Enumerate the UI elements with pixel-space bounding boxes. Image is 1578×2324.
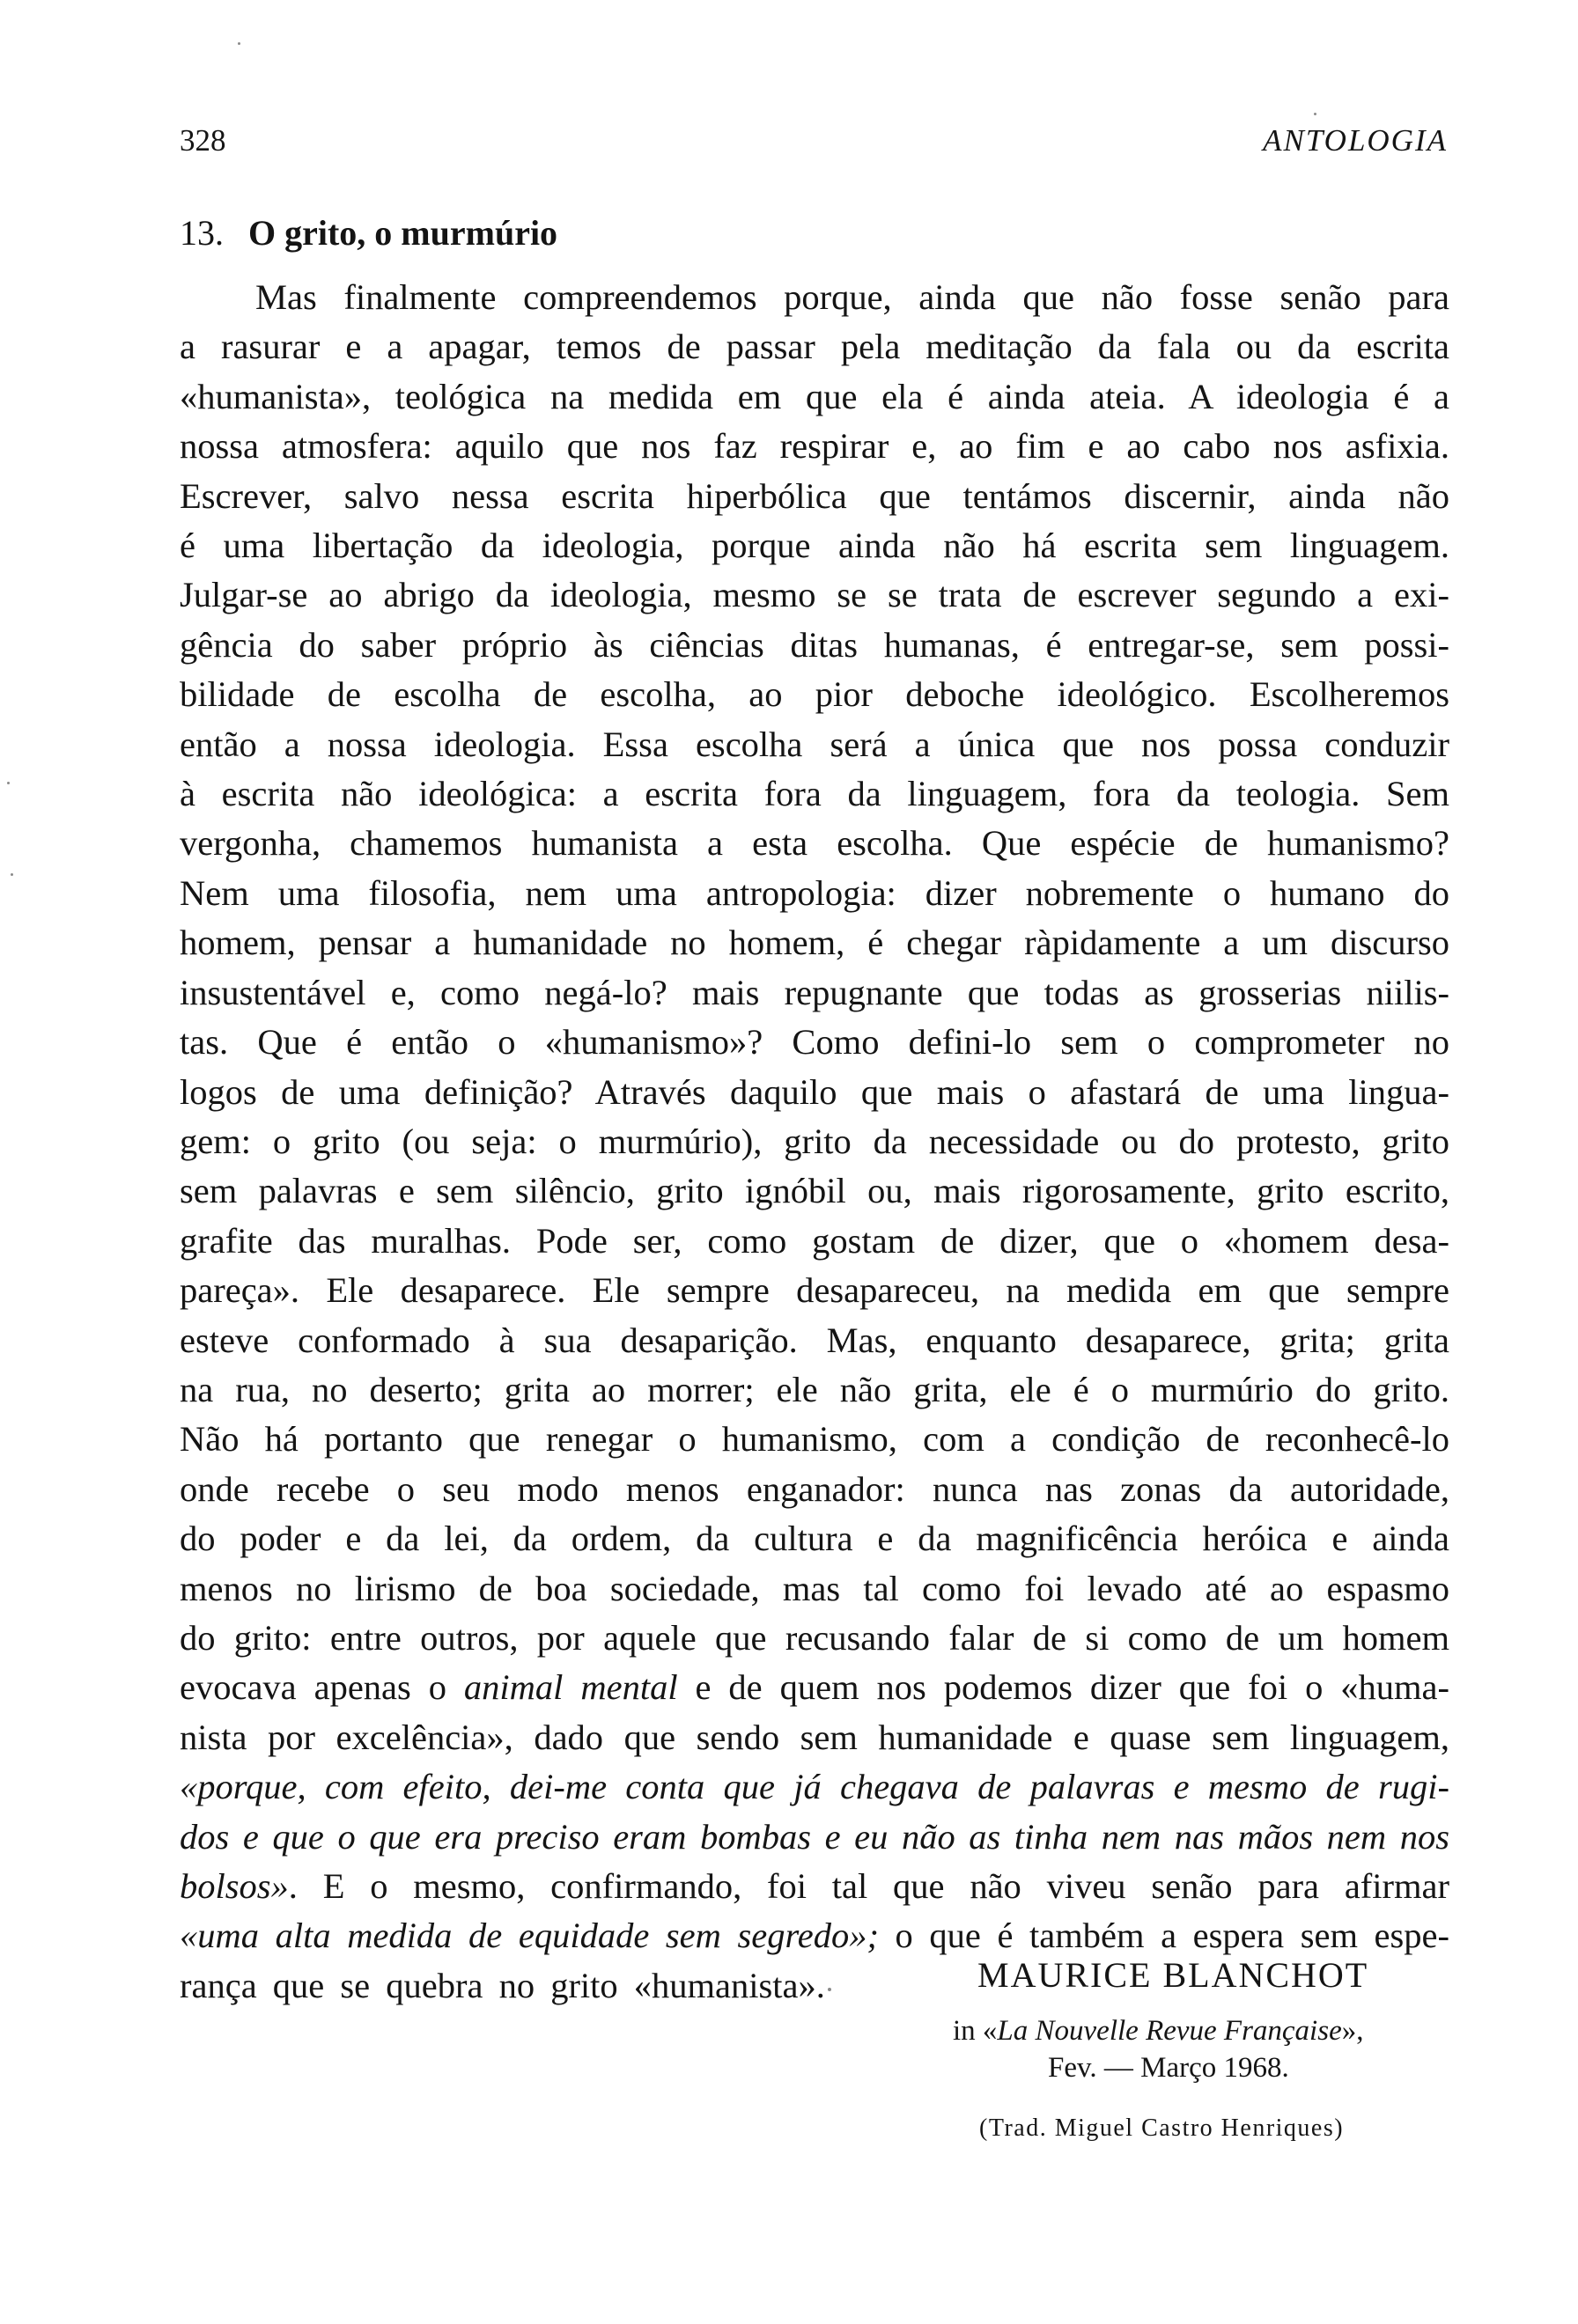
scan-speck [1314, 113, 1316, 115]
text-line: onde recebe o seu modo menos enganador: nunca nas zonas da autoridade, [180, 1468, 1449, 1509]
scan-speck [828, 1988, 831, 1991]
italic-phrase: animal mental [463, 1667, 678, 1708]
text-line: Não há portanto que renegar o humanismo, com a condição de reconhecê-lo [180, 1419, 1449, 1460]
scan-speck [7, 782, 10, 784]
text-line [180, 1862, 1449, 1911]
text-line: rança que se quebra no grito «humanista». [180, 1965, 825, 2005]
source-journal: La Nouvelle Revue Française [997, 2015, 1342, 2047]
body-paragraph [180, 273, 1449, 2011]
text-line: sem palavras e sem silêncio, grito ignóbil ou, mais rigorosamente, grito escrito, [180, 1171, 1449, 1211]
running-head [180, 123, 1448, 167]
text-segment: evocava apenas o [180, 1667, 464, 1708]
text-line: logos de uma definição? Através daquilo que mais o afastará de uma lingua- [180, 1071, 1449, 1112]
text-line: Escrever, salvo nessa escrita hiperbólica que tentámos discernir, ainda não [180, 475, 1449, 516]
text-line: Nem uma filosofia, nem uma antropologia: dizer nobremente o humano do [180, 872, 1449, 913]
text-line: então a nossa ideologia. Essa escolha será a única que nos possa conduzir [180, 724, 1449, 764]
text-line: Julgar-se ao abrigo da ideologia, mesmo se se trata de escrever segundo a exi- [180, 575, 1449, 615]
source-prefix: in « [953, 2015, 998, 2047]
running-title: ANTOLOGIA [1263, 123, 1448, 158]
text-line: na rua, no deserto; grita ao morrer; ele não grita, ele é o murmúrio do grito. [180, 1369, 1449, 1409]
text-line: esteve conformado à sua desaparição. Mas, enquanto desaparece, grita; grita [180, 1320, 1449, 1360]
quoted-italic-line: dos e que o que era preciso eram bombas e eu não as tinha nem nas mãos nem nos [180, 1816, 1449, 1857]
text-segment: e de quem nos podemos dizer que foi o «huma- [677, 1667, 1449, 1708]
quoted-italic-line: «porque, com efeito, dei-me conta que já chegava de palavras e mesmo de rugi- [180, 1767, 1449, 1807]
scan-speck [238, 42, 240, 45]
text-segment: o que é também a espera sem espe- [878, 1916, 1449, 1956]
text-line: vergonha, chamemos humanista a esta escolha. Que espécie de humanismo? [180, 823, 1449, 864]
text-line: à escrita não ideológica: a escrita fora da linguagem, fora da teologia. Sem [180, 774, 1449, 814]
text-line: nossa atmosfera: aquilo que nos faz respirar e, ao fim e ao cabo nos asfixia. [180, 426, 1449, 467]
text-line: gência do saber próprio às ciências ditas humanas, é entregar-se, sem possi- [180, 624, 1449, 665]
text-line: é uma libertação da ideologia, porque ainda não há escrita sem linguagem. [180, 526, 1449, 566]
text-line: insustentável e, como negá-lo? mais repugnante que todas as grosserias niilis- [180, 972, 1449, 1012]
source-suffix: », [1341, 2015, 1364, 2047]
section-title: O grito, o murmúrio [248, 213, 558, 253]
italic-phrase: «uma alta medida de equidade sem segredo»; [180, 1916, 879, 1956]
text-line: homem, pensar a humanidade no homem, é chegar ràpidamente a um discurso [180, 923, 1449, 963]
text-line: do poder e da lei, da ordem, da cultura e da magnificência heróica e ainda [180, 1519, 1449, 1559]
text-line: a rasurar e a apagar, temos de passar pela meditação da fala ou da escrita [180, 327, 1449, 367]
source-date: Fev. — Março 1968. [1048, 2052, 1289, 2084]
text-line: «humanista», teológica na medida em que ela é ainda ateia. A ideologia é a [180, 376, 1449, 416]
text-line: do grito: entre outros, por aquele que recusando falar de si como de um homem [180, 1617, 1449, 1658]
text-line: grafite das muralhas. Pode ser, como gostam de dizer, que o «homem desa- [180, 1220, 1449, 1261]
author-signature: MAURICE BLANCHOT [977, 1955, 1369, 1995]
text-line [180, 1663, 1449, 1712]
text-line: pareça». Ele desaparece. Ele sempre desapareceu, na medida em que sempre [180, 1270, 1449, 1311]
text-segment: . E o mesmo, confirmando, foi tal que não viveu senão para afirmar [288, 1866, 1449, 1906]
section-number: 13. [180, 213, 224, 253]
scan-speck [11, 873, 13, 876]
source-citation [953, 2012, 1363, 2049]
section-heading [180, 211, 557, 255]
page-number: 328 [180, 123, 226, 158]
italic-phrase: bolsos» [180, 1866, 289, 1906]
translator-credit: (Trad. Miguel Castro Henriques) [979, 2114, 1345, 2142]
text-line: gem: o grito (ou seja: o murmúrio), grito da necessidade ou do protesto, grito [180, 1121, 1449, 1161]
text-line: nista por excelência», dado que sendo sem humanidade e quase sem linguagem, [180, 1717, 1449, 1757]
text-line: tas. Que é então o «humanismo»? Como defini-lo sem o comprometer no [180, 1022, 1449, 1063]
text-line: bilidade de escolha de escolha, ao pior deboche ideológico. Escolheremos [180, 674, 1449, 715]
text-line: Mas finalmente compreendemos porque, ainda que não fosse senão para [255, 277, 1449, 317]
text-line: menos no lirismo de boa sociedade, mas tal como foi levado até ao espasmo [180, 1568, 1449, 1608]
